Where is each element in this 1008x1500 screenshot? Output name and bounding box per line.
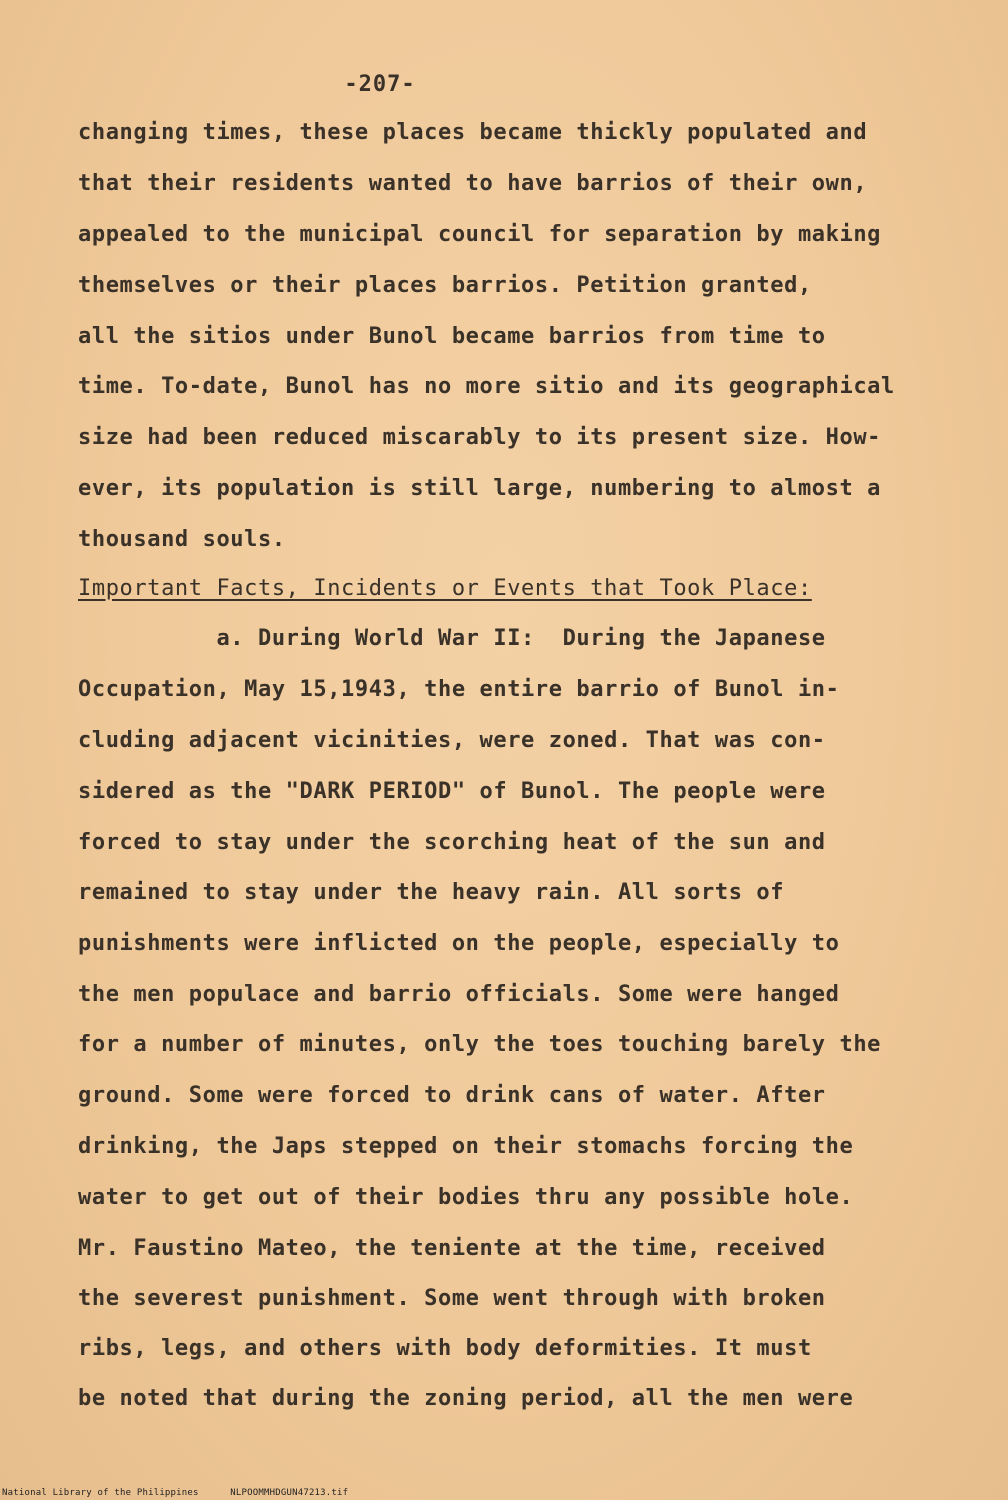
text-line: changing times, these places became thickly populated and <box>78 120 868 145</box>
footer-library: National Library of the Philippines <box>2 1488 199 1498</box>
text-line: the men populace and barrio officials. Some were hanged <box>78 982 840 1007</box>
text-line: themselves or their places barrios. Petition granted, <box>78 273 812 298</box>
text-line: time. To-date, Bunol has no more sitio and its geographical <box>78 374 895 399</box>
text-line: punishments were inflicted on the people, especially to <box>78 931 840 956</box>
text-line: be noted that during the zoning period, all the men were <box>78 1386 854 1411</box>
text-line: cluding adjacent vicinities, were zoned. That was con- <box>78 728 826 753</box>
text-line: forced to stay under the scorching heat of the sun and <box>78 830 826 855</box>
page-number: -207- <box>344 72 416 97</box>
text-line: all the sitios under Bunol became barrios from time to <box>78 324 826 349</box>
text-line: ground. Some were forced to drink cans of water. After <box>78 1083 826 1108</box>
text-line: size had been reduced miscarably to its present size. How- <box>78 425 882 450</box>
scan-footer <box>2 1488 374 1498</box>
section-heading: Important Facts, Incidents or Events that Took Place: <box>78 576 812 601</box>
text-line: drinking, the Japs stepped on their stomachs forcing the <box>78 1134 854 1159</box>
footer-filename: NLPOOMMHDGUN47213.tif <box>230 1488 349 1498</box>
text-line: Mr. Faustino Mateo, the teniente at the time, received <box>78 1236 826 1261</box>
text-line: sidered as the "DARK PERIOD" of Bunol. The people were <box>78 779 826 804</box>
text-line: Occupation, May 15,1943, the entire barrio of Bunol in- <box>78 677 840 702</box>
text-line: appealed to the municipal council for separation by making <box>78 222 882 247</box>
text-line: ever, its population is still large, numbering to almost a <box>78 476 882 501</box>
text-line: the severest punishment. Some went through with broken <box>78 1286 826 1311</box>
text-line: for a number of minutes, only the toes touching barely the <box>78 1032 882 1057</box>
text-line: water to get out of their bodies thru any possible hole. <box>78 1185 854 1210</box>
text-line: a. During World War II: During the Japanese <box>78 626 826 651</box>
text-line: ribs, legs, and others with body deformities. It must <box>78 1336 812 1361</box>
text-line: remained to stay under the heavy rain. All sorts of <box>78 880 785 905</box>
text-line: that their residents wanted to have barrios of their own, <box>78 171 868 196</box>
text-line: thousand souls. <box>78 527 286 552</box>
